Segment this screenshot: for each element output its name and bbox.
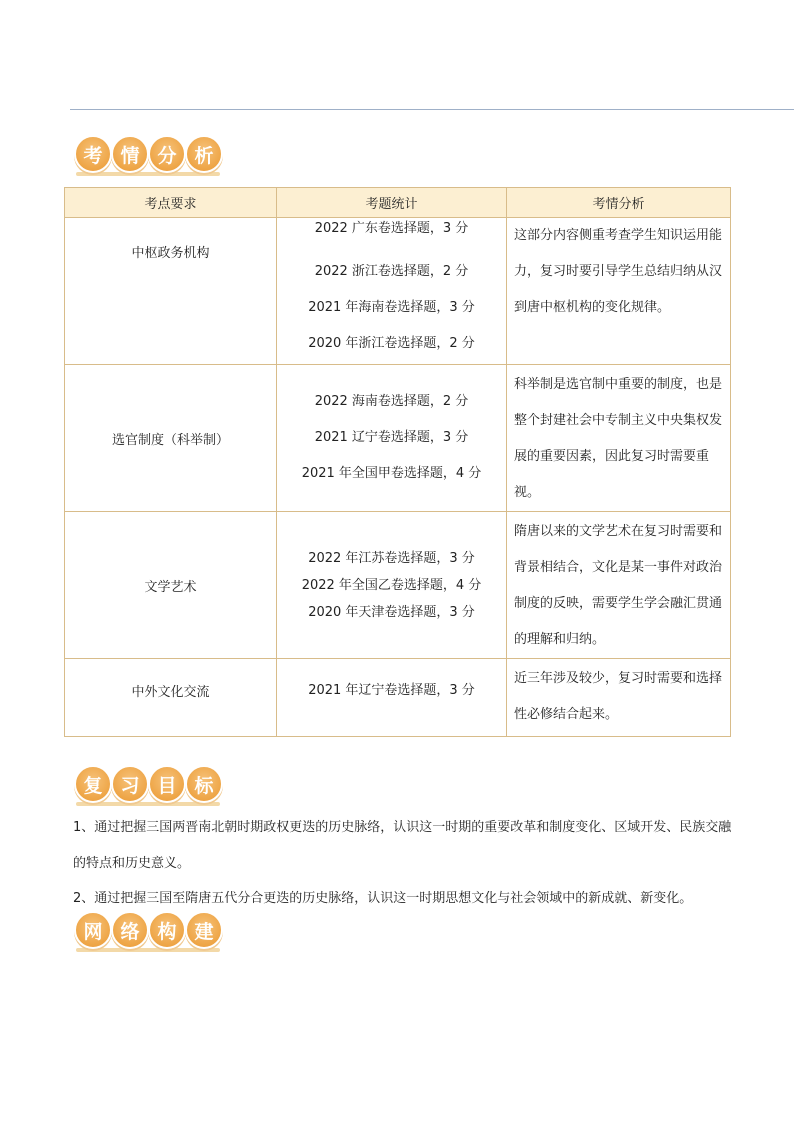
stat-item: 2022 浙江卷选择题，2 分: [314, 264, 469, 279]
stat-item: 2021 辽宁卷选择题，3 分: [314, 430, 469, 445]
requirement-cell: 选官制度（科举制）: [65, 365, 277, 512]
title-char: 析: [185, 135, 223, 173]
table-row: [65, 365, 731, 512]
goal-item: 1、通过把握三国两晋南北朝时期政权更迭的历史脉络，认识这一时期的重要改革和制度变化、区域开发、民族交融的特点和历史意义。: [73, 820, 732, 871]
header-rule: [70, 109, 794, 110]
stats-cell: [277, 659, 507, 737]
exam-analysis-table: [64, 187, 731, 737]
stat-item: 2022 广东卷选择题，3 分: [314, 221, 469, 236]
title-char: 情: [111, 135, 149, 173]
goal-item: 2、通过把握三国至隋唐五代分合更迭的历史脉络，认识这一时期思想文化与社会领域中的新成就、新变化。: [73, 891, 693, 906]
stats-cell: [277, 365, 507, 512]
stat-item: 2022 海南卷选择题，2 分: [314, 394, 469, 409]
stat-item: 2021 年海南卷选择题，3 分: [308, 300, 475, 315]
section-title-network: [74, 910, 222, 950]
title-char: 习: [111, 765, 149, 803]
stat-item: 2022 年全国乙卷选择题，4 分: [301, 577, 482, 593]
stat-item: 2021 年全国甲卷选择题，4 分: [301, 466, 482, 481]
stat-item: 2020 年浙江卷选择题，2 分: [308, 336, 475, 351]
title-char: 网: [74, 911, 112, 949]
table-header-row: [65, 188, 731, 218]
title-char: 分: [148, 135, 186, 173]
title-char: 标: [185, 765, 223, 803]
title-char: 构: [148, 911, 186, 949]
section-title-goals: [74, 764, 222, 804]
table-row: [65, 218, 731, 365]
analysis-cell: 隋唐以来的文学艺术在复习时需要和背景相结合，文化是某一事件对政治制度的反映，需要学生学会融汇贯通的理解和归纳。: [507, 512, 731, 659]
table-row: [65, 659, 731, 737]
title-char: 建: [185, 911, 223, 949]
title-char: 络: [111, 911, 149, 949]
stat-item: 2022 年江苏卷选择题，3 分: [308, 550, 475, 566]
analysis-cell: 科举制是选官制中重要的制度，也是整个封建社会中专制主义中央集权发展的重要因素，因此复习时需要重视。: [507, 365, 731, 512]
column-header: 考题统计: [277, 188, 507, 218]
analysis-cell: 近三年涉及较少，复习时需要和选择性必修结合起来。: [507, 659, 731, 737]
title-char: 考: [74, 135, 112, 173]
requirement-cell: 文学艺术: [65, 512, 277, 659]
table-row: [65, 512, 731, 659]
title-char: 目: [148, 765, 186, 803]
stat-item: 2020 年天津卷选择题，3 分: [308, 604, 475, 620]
stats-cell: [277, 512, 507, 659]
stat-item: 2021 年辽宁卷选择题，3 分: [308, 683, 475, 698]
stats-cell: [277, 218, 507, 365]
requirement-cell: 中外文化交流: [65, 659, 277, 737]
title-char: 复: [74, 765, 112, 803]
analysis-cell: 这部分内容侧重考查学生知识运用能力，复习时要引导学生总结归纳从汉到唐中枢机构的变化规律。: [507, 218, 731, 365]
section-title-analysis: [74, 134, 222, 174]
requirement-cell: 中枢政务机构: [65, 218, 277, 365]
column-header: 考情分析: [507, 188, 731, 218]
column-header: 考点要求: [65, 188, 277, 218]
